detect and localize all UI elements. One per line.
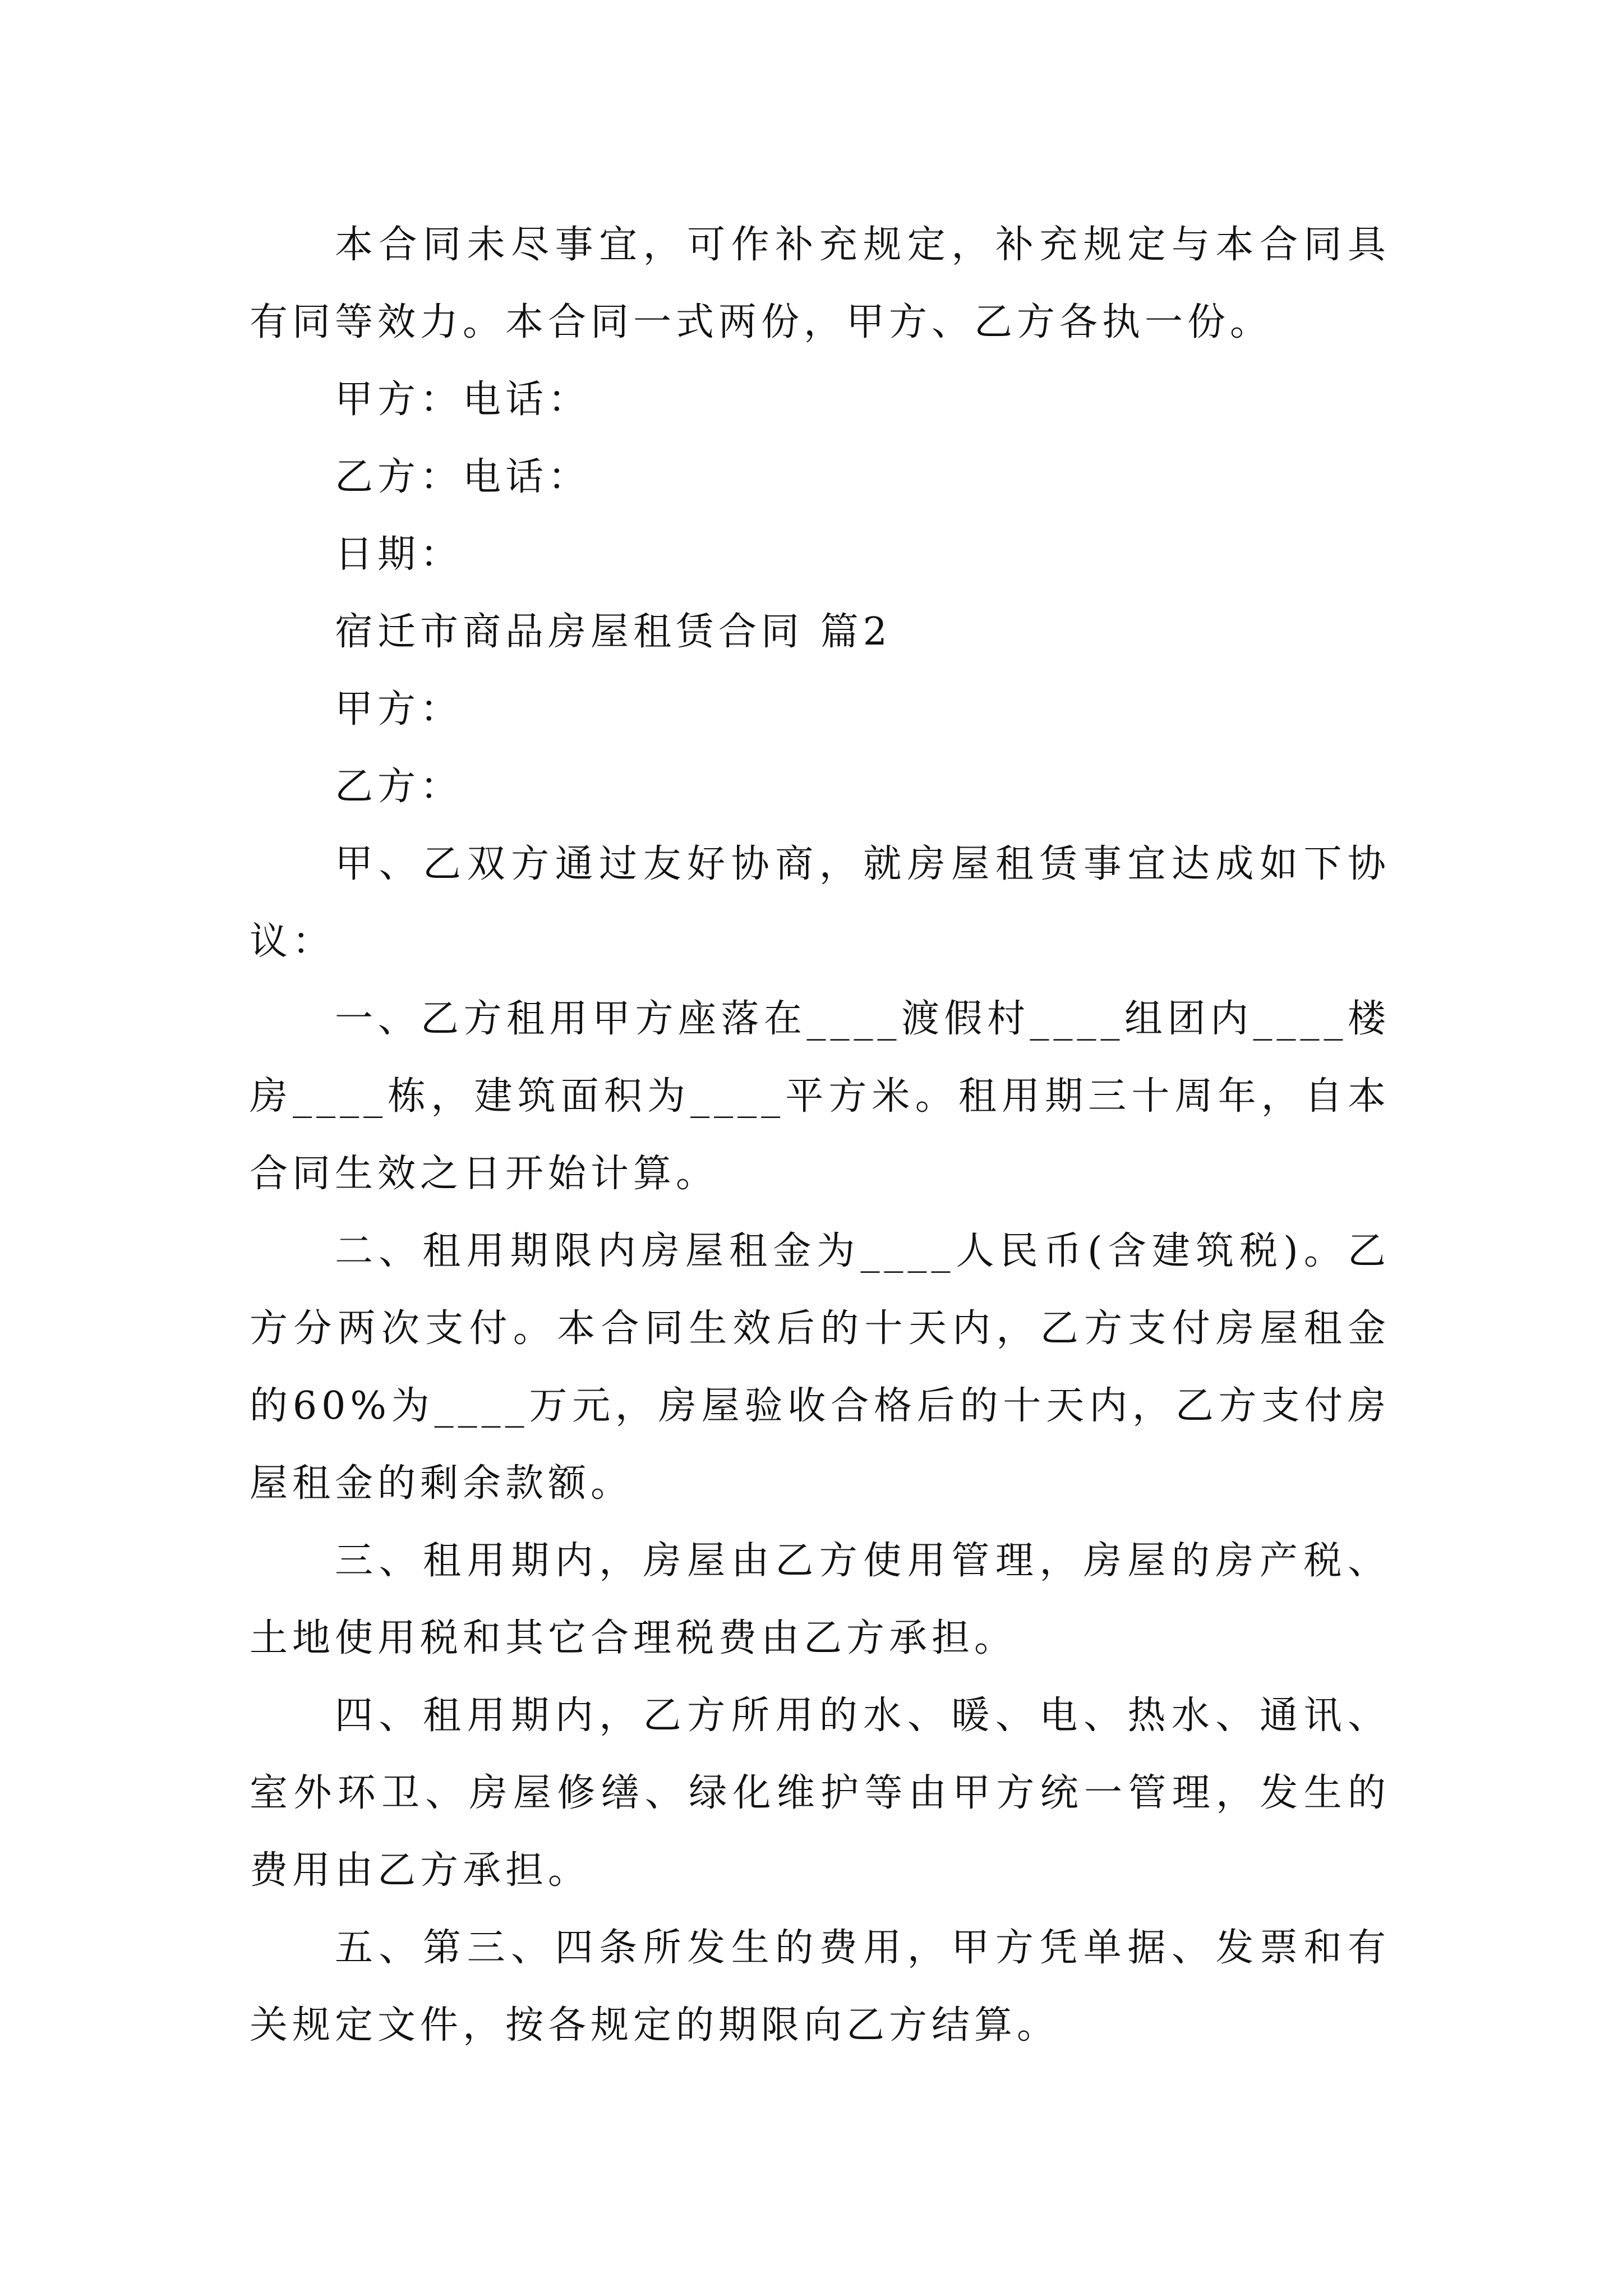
paragraph-intro: 甲、乙双方通过友好协商，就房屋租赁事宜达成如下协议： [250, 842, 1390, 964]
clause-2: 二、租用期限内房屋租金为____人民币(含建筑税)。乙方分两次支付。本合同生效后的十天内，乙方支付房屋租金的60%为____万元，房屋验收合格后的十天内，乙方支付房屋租金的剩余款额。 [250, 1229, 1390, 1506]
paragraph-party-a-phone: 甲方：电话： [335, 378, 591, 422]
paragraph-party-a: 甲方： [335, 687, 463, 731]
clause-4: 四、租用期内，乙方所用的水、暖、电、热水、通讯、室外环卫、房屋修缮、绿化维护等由甲方统一管理，发生的费用由乙方承担。 [250, 1694, 1390, 1893]
paragraph-date: 日期： [335, 532, 463, 577]
paragraph-supplement-clause: 本合同未尽事宜，可作补充规定，补充规定与本合同具有同等效力。本合同一式两份，甲方、乙方各执一份。 [250, 223, 1390, 344]
clause-3: 三、租用期内，房屋由乙方使用管理，房屋的房产税、土地使用税和其它合理税费由乙方承担。 [250, 1539, 1390, 1660]
paragraph-party-b-phone: 乙方：电话： [335, 455, 591, 499]
clause-1: 一、乙方租用甲方座落在____渡假村____组团内____楼房____栋，建筑面积为____平方米。租用期三十周年，自本合同生效之日开始计算。 [250, 997, 1390, 1196]
document-body [250, 206, 1390, 2064]
clause-5: 五、第三、四条所发生的费用，甲方凭单据、发票和有关规定文件，按各规定的期限向乙方结算。 [250, 1926, 1390, 2047]
section-title: 宿迁市商品房屋租赁合同 篇2 [335, 610, 892, 654]
paragraph-party-b: 乙方： [335, 765, 463, 809]
